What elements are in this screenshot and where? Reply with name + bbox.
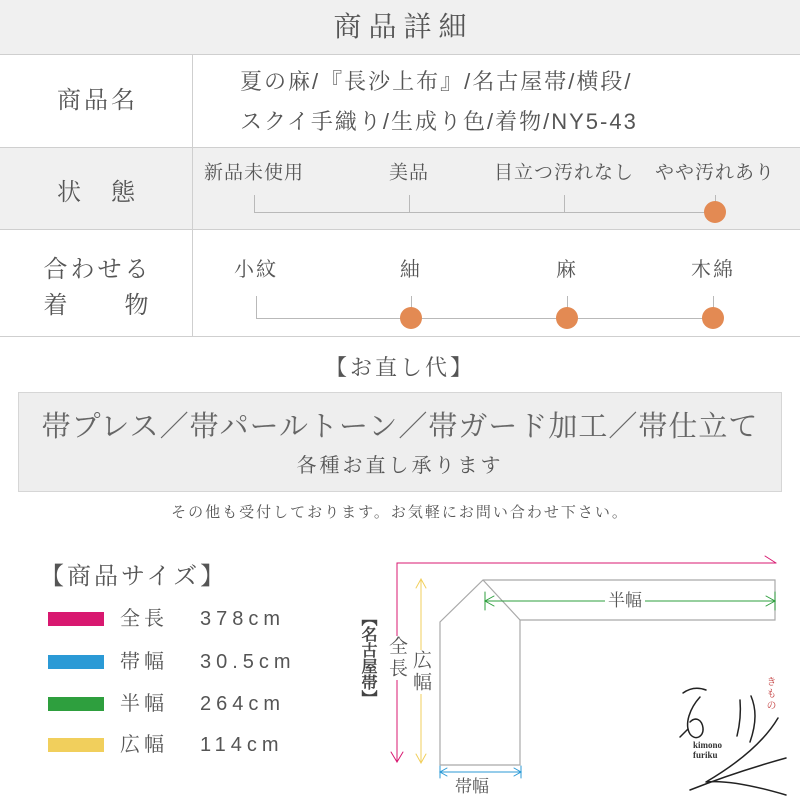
- scale-tick: [256, 296, 257, 318]
- brand-logo: [670, 665, 795, 798]
- alterations-heading: 【お直し代】: [324, 355, 475, 380]
- size-item-total-length: [0, 604, 330, 634]
- scale-baseline: [256, 318, 713, 319]
- alteration-note: 各種お直し承ります: [296, 455, 504, 477]
- obi-type-label: 【名古屋帯】: [359, 610, 376, 706]
- size-value: 30.5cm: [200, 651, 296, 673]
- condition-scale: [0, 148, 800, 229]
- diagram-obi-width-label: 帯幅: [455, 777, 489, 796]
- size-item-obi-width: [0, 647, 330, 677]
- size-item-half-width: [0, 689, 330, 719]
- logo-kana-text: きもの: [764, 676, 775, 712]
- logo-stroke: [706, 718, 786, 795]
- scale-option-label: 美品: [388, 162, 430, 184]
- product-name-line: スクイ手織り/生成り色/着物/NY5-43: [240, 109, 638, 134]
- selected-marker-dot: [556, 307, 578, 329]
- detail-row-matching-kimono: [0, 230, 800, 337]
- product-name-label: 商品名: [57, 87, 138, 114]
- scale-option-label: やや汚れあり: [654, 162, 776, 184]
- diagram-half-width-label: 半幅: [605, 592, 645, 609]
- size-value: 378cm: [200, 608, 286, 630]
- size-label: 全長: [120, 608, 168, 630]
- logo-stroke: [737, 700, 740, 736]
- page-title: 商品詳細: [333, 11, 474, 42]
- scale-option-label: 目立つ汚れなし: [493, 162, 635, 184]
- selected-marker-dot: [702, 307, 724, 329]
- scale-option-label: 新品未使用: [203, 162, 305, 184]
- size-item-wide-width: [0, 730, 330, 760]
- logo-stroke: [750, 696, 755, 742]
- legend-swatch-blue: [48, 655, 104, 669]
- detail-row-condition: [0, 148, 800, 230]
- row-label-cell: [0, 55, 193, 147]
- logo-stroke: [680, 729, 688, 737]
- scale-tick: [564, 195, 565, 212]
- scale-tick: [254, 195, 255, 212]
- size-value: 114cm: [200, 734, 284, 756]
- alterations-box: [18, 392, 782, 492]
- page-header: [0, 0, 800, 55]
- selected-marker-dot: [400, 307, 422, 329]
- size-value: 264cm: [200, 693, 286, 715]
- size-label: 広幅: [120, 734, 168, 756]
- scale-option-label: 小紋: [234, 259, 278, 281]
- condition-label: 状 態: [57, 178, 138, 206]
- detail-row-product-name: [0, 55, 800, 148]
- logo-stroke: [688, 697, 703, 738]
- scale-option-label: 紬: [400, 259, 422, 281]
- size-label: 帯幅: [120, 651, 168, 673]
- legend-swatch-yellow: [48, 738, 104, 752]
- alteration-services: 帯プレス／帯パールトーン／帯ガード加工／帯仕立て: [41, 411, 759, 443]
- diagram-wide-width-label: 広幅: [410, 650, 431, 694]
- logo-kimono-text: kimono: [693, 740, 723, 750]
- arrow-head: [765, 556, 776, 563]
- legend-swatch-pink: [48, 612, 104, 626]
- matching-kimono-scale: [0, 230, 800, 336]
- size-heading: 【商品サイズ】: [40, 563, 228, 590]
- obi-fold-line: [483, 580, 520, 620]
- product-name-value: [240, 62, 638, 142]
- product-name-line: 夏の麻/『長沙上布』/名古屋帯/横段/: [240, 69, 633, 94]
- scale-option-label: 麻: [556, 259, 578, 281]
- size-label: 半幅: [120, 693, 168, 715]
- matching-kimono-label-line1: 合わせる: [43, 255, 152, 283]
- matching-kimono-label-line2: 着 物: [43, 291, 152, 319]
- legend-swatch-green: [48, 697, 104, 711]
- diagram-total-length-label: 全長: [386, 636, 407, 680]
- logo-stroke: [683, 688, 706, 693]
- selected-marker-dot: [704, 201, 726, 223]
- scale-tick: [409, 195, 410, 212]
- logo-stroke: [690, 758, 786, 790]
- scale-option-label: 木綿: [691, 259, 735, 281]
- contact-note: その他も受付しております。お気軽にお問い合わせ下さい。: [171, 504, 629, 521]
- logo-furiku-text: furiku: [693, 750, 718, 760]
- scale-baseline: [254, 212, 715, 213]
